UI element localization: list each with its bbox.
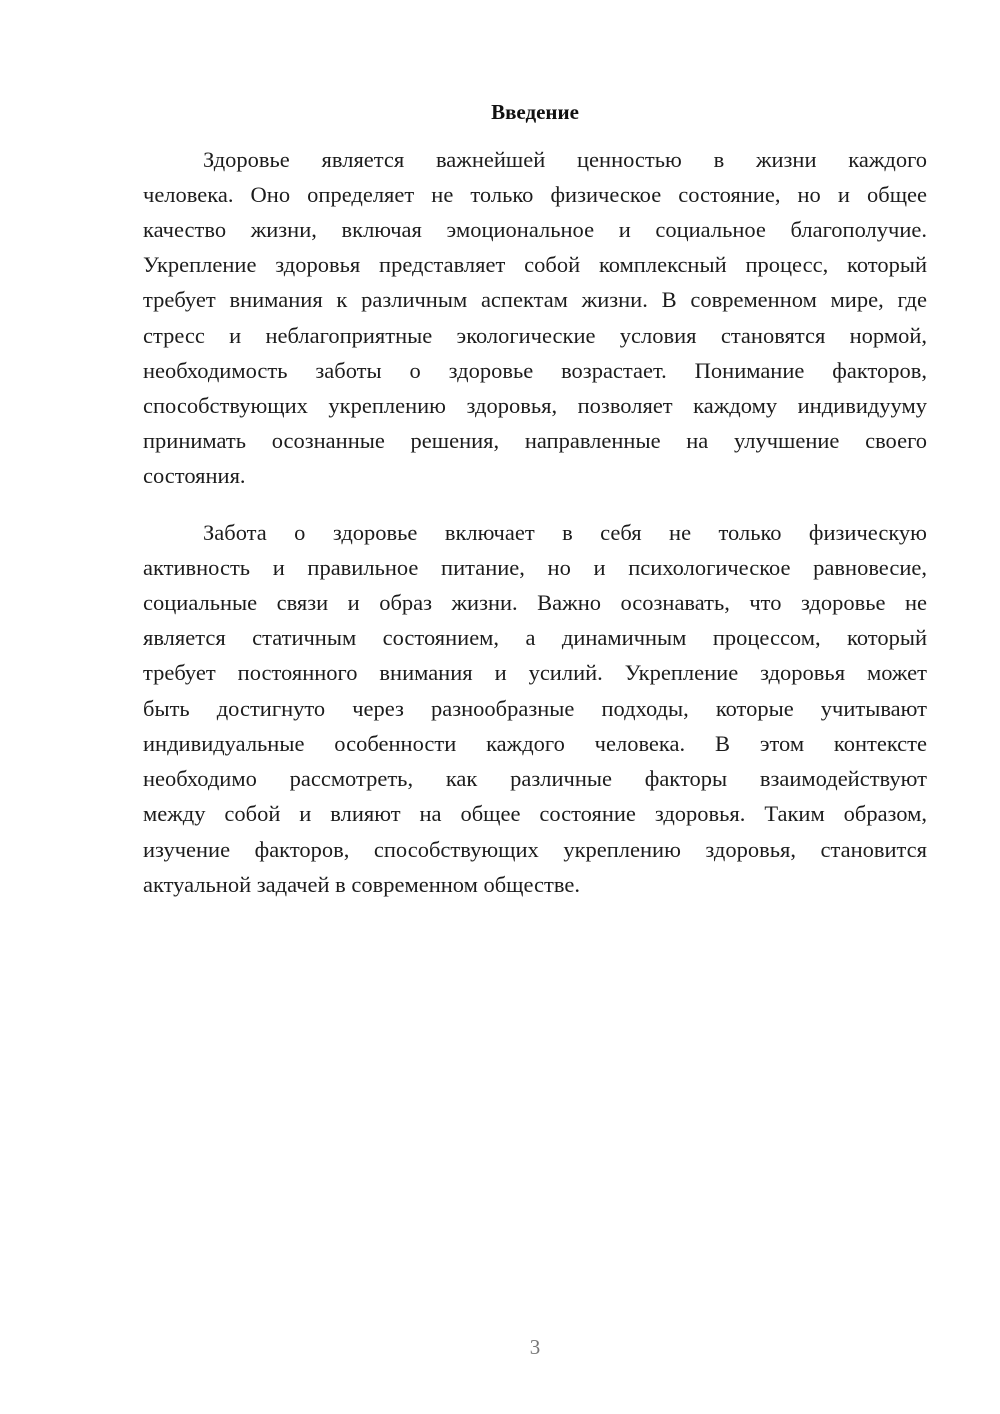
text-line: активность и правильное питание, но и психологическое равновесие, (143, 555, 927, 580)
text-line: между собой и влияют на общее состояние здоровья. Таким образом, (143, 801, 927, 826)
section-title: Введение (491, 100, 579, 124)
text-line: Забота о здоровье включает в себя не только физическую (203, 520, 927, 545)
text-line: Укрепление здоровья представляет собой комплексный процесс, который (143, 252, 927, 277)
page-number: 3 (529, 1335, 541, 1359)
text-line: стресс и неблагоприятные экологические условия становятся нормой, (143, 323, 927, 348)
text-line: принимать осознанные решения, направленные на улучшение своего (143, 428, 927, 453)
text-line: состояния. (143, 463, 246, 488)
text-line: социальные связи и образ жизни. Важно осознавать, что здоровье не (143, 590, 927, 615)
text-line: человека. Оно определяет не только физическое состояние, но и общее (143, 182, 927, 207)
text-line: требует постоянного внимания и усилий. Укрепление здоровья может (143, 660, 927, 685)
text-line: качество жизни, включая эмоциональное и социальное благополучие. (143, 217, 927, 242)
text-line: необходимо рассмотреть, как различные факторы взаимодействуют (143, 766, 927, 791)
text-line: требует внимания к различным аспектам жизни. В современном мире, где (143, 287, 927, 312)
text-line: изучение факторов, способствующих укреплению здоровья, становится (143, 837, 927, 862)
text-line: Здоровье является важнейшей ценностью в жизни каждого (203, 147, 927, 172)
text-line: является статичным состоянием, а динамичным процессом, который (143, 625, 927, 650)
text-line: индивидуальные особенности каждого человека. В этом контексте (143, 731, 927, 756)
text-line: необходимость заботы о здоровье возрастает. Понимание факторов, (143, 358, 927, 383)
text-line: быть достигнуто через разнообразные подходы, которые учитывают (143, 696, 927, 721)
text-line: актуальной задачей в современном обществе. (143, 872, 580, 897)
text-line: способствующих укреплению здоровья, позволяет каждому индивидууму (143, 393, 927, 418)
